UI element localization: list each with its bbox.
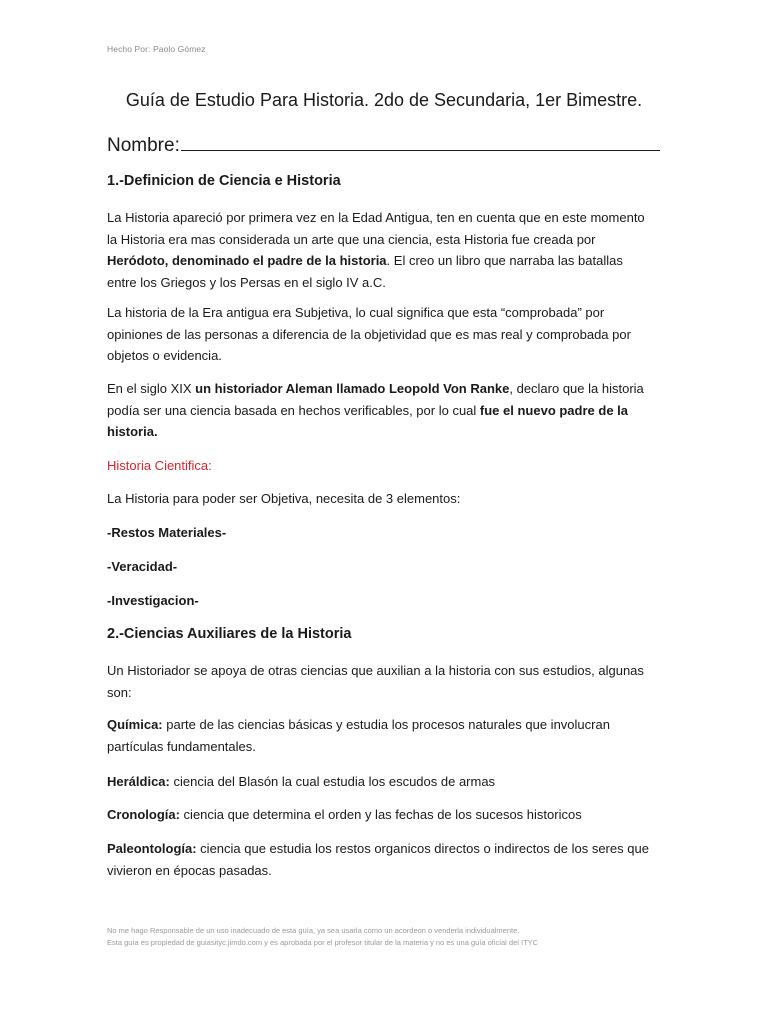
- term-cronologia: Cronología: ciencia que determina el orden y las fechas de los sucesos historicos: [107, 807, 582, 822]
- element-item: -Veracidad-: [107, 559, 178, 574]
- section1-paragraph-3: En el siglo XIX un historiador Aleman llamado Leopold Von Ranke, declaro que la historia podía ser una ciencia basada en hechos verificables, por lo cual fue el nuevo padre de la historia.: [107, 381, 644, 439]
- name-blank-line: [181, 131, 660, 151]
- footer-line-2: Esta guía es propiedad de guiasityc.jimdo.com y es aprobada por el profesor titular de la materia y no es una guía oficial del ITYC: [107, 938, 539, 947]
- element-item: -Restos Materiales-: [107, 525, 227, 540]
- footer-line-1: No me hago Responsable de un uso inadecuado de esta guía, ya sea usarla como un acordeon o venderla individualmente.: [107, 926, 520, 935]
- term-quimica: Química: parte de las ciencias básicas y estudia los procesos naturales que involucran partículas fundamentales.: [107, 717, 610, 754]
- historia-cientifica-subheading: Historia Cientifica:: [107, 458, 212, 473]
- section1-paragraph-1: La Historia apareció por primera vez en la Edad Antigua, ten en cuenta que en este momento la Historia era mas considerada un arte que una ciencia, esta Historia fue creada por Heródoto, denominado el padre de la historia. El creo un libro que narraba las batallas entre los Griegos y los Persas en el siglo IV a.C.: [107, 210, 645, 290]
- section1-paragraph-4: La Historia para poder ser Objetiva, necesita de 3 elementos:: [107, 491, 461, 506]
- section1-heading: 1.-Definicion de Ciencia e Historia: [107, 173, 341, 189]
- document-title: Guía de Estudio Para Historia. 2do de Secundaria, 1er Bimestre.: [125, 90, 643, 110]
- footer-disclaimer: [107, 925, 538, 949]
- name-field: [107, 131, 660, 157]
- section2-heading: 2.-Ciencias Auxiliares de la Historia: [107, 626, 352, 642]
- author-note: Hecho Por: Paolo Gómez: [107, 44, 206, 54]
- section1-paragraph-2: La historia de la Era antigua era Subjetiva, lo cual significa que esta “comprobada” por opiniones de las personas a diferencia de la objetividad que es mas real y comprobada por objetos o evidencia.: [107, 305, 631, 363]
- name-label: Nombre:: [107, 135, 180, 156]
- element-item: -Investigacion-: [107, 593, 199, 608]
- section2-intro: Un Historiador se apoya de otras ciencias que auxilian a la historia con sus estudios, algunas son:: [107, 663, 644, 700]
- term-paleontologia: Paleontología: ciencia que estudia los restos organicos directos o indirectos de los seres que vivieron en épocas pasadas.: [107, 841, 649, 878]
- term-heraldica: Heráldica: ciencia del Blasón la cual estudia los escudos de armas: [107, 774, 496, 789]
